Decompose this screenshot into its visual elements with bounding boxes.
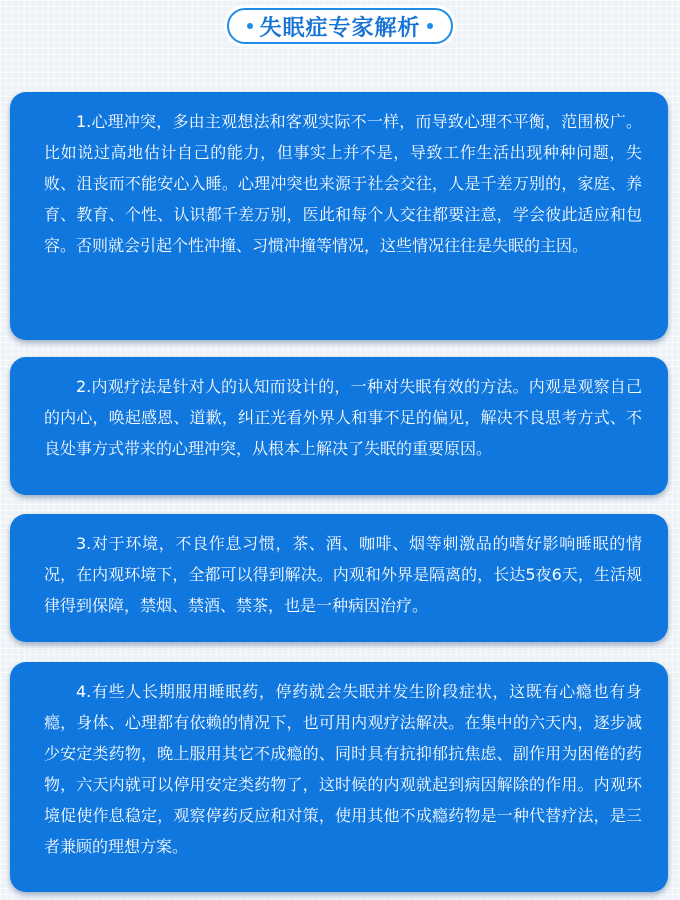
info-card-1: [10, 92, 668, 340]
card-4-text: 4.有些人长期服用睡眠药，停药就会失眠并发生阶段症状，这既有心瘾也有身瘾，身体、心理都有依赖的情况下，也可用内观疗法解决。在集中的六天内，逐步减少安定类药物，晚上服用其它不成瘾的、同时具有抗抑郁抗焦虑、副作用为困倦的药物，六天内就可以停用安定类药物了，这时候的内观就起到病因解除的作用。内观环境促使作息稳定，观察停药反应和对策，使用其他不成瘾药物是一种代替疗法，是三者兼顾的理想方案。: [44, 682, 642, 856]
header: [0, 6, 680, 46]
info-card-2: [10, 357, 668, 495]
info-card-3: [10, 514, 668, 642]
card-1-text: 1.心理冲突，多由主观想法和客观实际不一样，而导致心理不平衡，范围极广。比如说过高地估计自己的能力，但事实上并不是，导致工作生活出现种种问题，失败、沮丧而不能安心入睡。心理冲突也来源于社会交往，人是千差万别的，家庭、养育、教育、个性、认识都千差万别，医此和每个人交往都要注意，学会彼此适应和包容。否则就会引起个性冲撞、习惯冲撞等情况，这些情况往往是失眠的主因。: [44, 112, 642, 255]
title-badge: [227, 8, 452, 44]
info-card-4: [10, 662, 668, 892]
card-3-text: 3.对于环境，不良作息习惯，茶、酒、咖啡、烟等刺激品的嗜好影响睡眠的情况，在内观环境下，全都可以得到解决。内观和外界是隔离的，长达5夜6天，生活规律得到保障，禁烟、禁酒、禁茶，也是一种病因治疗。: [44, 534, 642, 615]
page-title: 失眠症专家解析: [259, 15, 421, 41]
card-2-text: 2.内观疗法是针对人的认知而设计的，一种对失眠有效的方法。内观是观察自己的内心，唤起感恩、道歉，纠正光看外界人和事不足的偏见，解决不良思考方式、不良处事方式带来的心理冲突，从根本上解决了失眠的重要原因。: [44, 377, 642, 458]
left-dot-icon: [247, 23, 253, 29]
right-dot-icon: [427, 23, 433, 29]
